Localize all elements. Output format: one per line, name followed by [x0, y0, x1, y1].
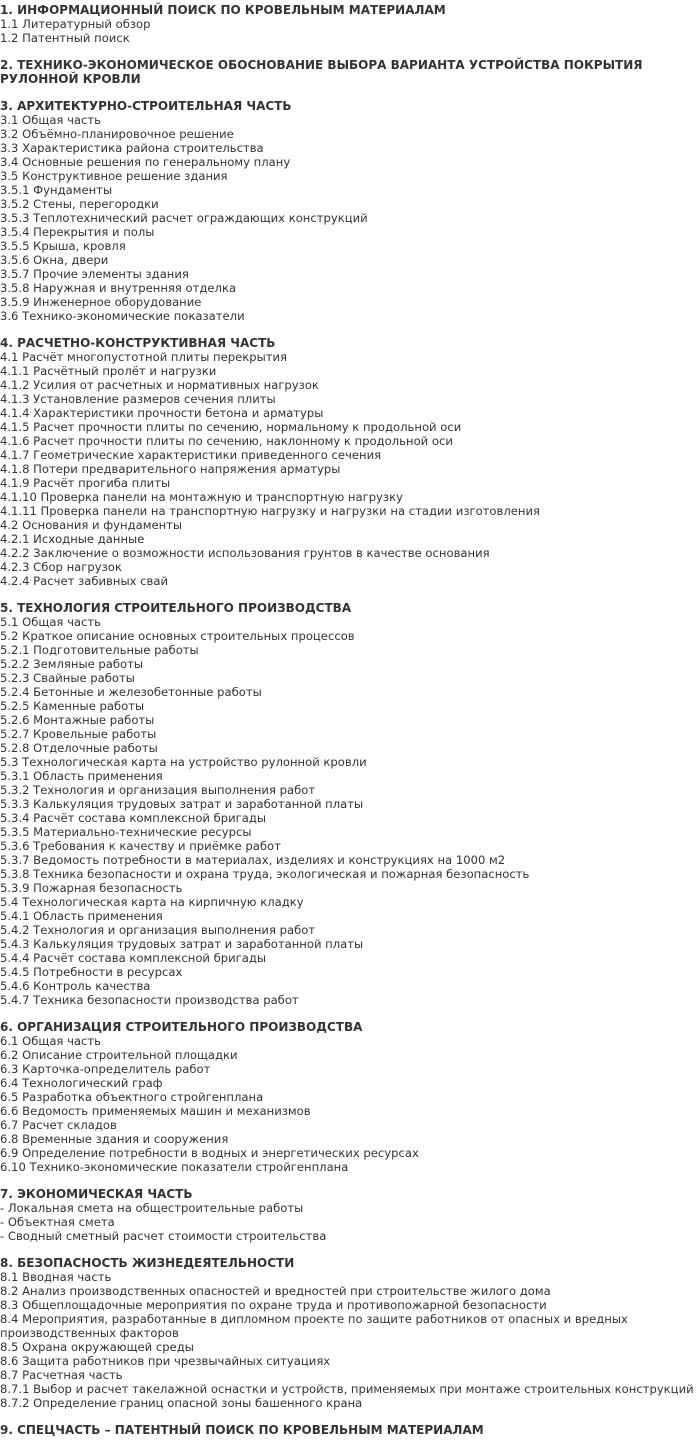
toc-item: 5.3.8 Техника безопасности и охрана труда, экологическая и пожарная безопасность [0, 867, 530, 881]
toc-item: - Объектная смета [0, 1215, 115, 1229]
toc-item: 8.7 Расчетная часть [0, 1368, 123, 1382]
toc-section [0, 1187, 700, 1243]
toc-item: 8.6 Защита работников при чрезвычайных ситуациях [0, 1354, 331, 1368]
toc-item: 5.2.2 Земляные работы [0, 657, 144, 671]
toc-item: 8.7.2 Определение границ опасной зоны башенного крана [0, 1396, 363, 1410]
toc-item: 3.2 Объёмно-планировочное решение [0, 127, 234, 141]
toc-item: 5.1 Общая часть [0, 615, 101, 629]
toc-item: 4.1.6 Расчет прочности плиты по сечению, наклонному к продольной оси [0, 434, 453, 448]
toc-item: 6.10 Технико-экономические показатели стройгенплана [0, 1160, 349, 1174]
toc-item: 5.4.1 Область применения [0, 909, 163, 923]
toc-item: 3.5 Конструктивное решение здания [0, 169, 228, 183]
toc-item: 3.5.5 Крыша, кровля [0, 239, 126, 253]
toc-item: 6.8 Временные здания и сооружения [0, 1132, 229, 1146]
toc-item: 5.4 Технологическая карта на кирпичную кладку [0, 895, 304, 909]
toc-item: 5.4.5 Потребности в ресурсах [0, 965, 183, 979]
toc-item: 6.6 Ведомость применяемых машин и механизмов [0, 1104, 311, 1118]
toc-item: 3.1 Общая часть [0, 113, 101, 127]
toc-item: 3.5.2 Стены, перегородки [0, 197, 159, 211]
toc-item: 1.1 Литературный обзор [0, 17, 151, 31]
toc-item: 5.3.5 Материально-технические ресурсы [0, 825, 252, 839]
toc-item: 3.5.7 Прочие элементы здания [0, 267, 189, 281]
toc-item: 5.3.2 Технология и организация выполнения работ [0, 783, 316, 797]
section-title: 3. АРХИТЕКТУРНО-СТРОИТЕЛЬНАЯ ЧАСТЬ [0, 99, 292, 113]
toc-section [0, 3, 700, 45]
toc-item: 5.2.4 Бетонные и железобетонные работы [0, 685, 262, 699]
toc-item: 3.5.1 Фундаменты [0, 183, 113, 197]
toc-item: 8.1 Вводная часть [0, 1270, 112, 1284]
toc-section [0, 1256, 700, 1410]
toc-section [0, 601, 700, 1007]
toc-item: 3.5.6 Окна, двери [0, 253, 109, 267]
toc-item: 6.1 Общая часть [0, 1034, 101, 1048]
toc-item: 3.5.9 Инженерное оборудование [0, 295, 202, 309]
section-title: 6. ОРГАНИЗАЦИЯ СТРОИТЕЛЬНОГО ПРОИЗВОДСТВА [0, 1020, 363, 1034]
toc-item: 5.2.8 Отделочные работы [0, 741, 158, 755]
toc-item: 4.1.3 Установление размеров сечения плиты [0, 392, 276, 406]
toc-item: 3.6 Технико-экономические показатели [0, 309, 245, 323]
section-title: 8. БЕЗОПАСНОСТЬ ЖИЗНЕДЕЯТЕЛЬНОСТИ [0, 1256, 295, 1270]
toc-item: 5.4.6 Контроль качества [0, 979, 151, 993]
toc-item: 6.5 Разработка объектного стройгенплана [0, 1090, 264, 1104]
toc-item: 3.5.3 Теплотехнический расчет ограждающих конструкций [0, 211, 368, 225]
section-title: 4. РАСЧЕТНО-КОНСТРУКТИВНАЯ ЧАСТЬ [0, 336, 276, 350]
toc-item: 4.2.2 Заключение о возможности использования грунтов в качестве основания [0, 546, 490, 560]
section-title: 2. ТЕХНИКО-ЭКОНОМИЧЕСКОЕ ОБОСНОВАНИЕ ВЫБОРА ВАРИАНТА УСТРОЙСТВА ПОКРЫТИЯ РУЛОННОЙ КРОВЛИ [0, 58, 643, 86]
toc-item: 6.7 Расчет складов [0, 1118, 117, 1132]
toc-item: 4.1.1 Расчётный пролёт и нагрузки [0, 364, 217, 378]
toc-item: 5.2.7 Кровельные работы [0, 727, 157, 741]
toc-item: 6.2 Описание строительной площадки [0, 1048, 238, 1062]
toc-item: 8.2 Анализ производственных опасностей и вредностей при строительстве жилого дома [0, 1284, 551, 1298]
toc-item: 4.1.2 Усилия от расчетных и нормативных нагрузок [0, 378, 319, 392]
toc-section [0, 336, 700, 588]
toc-section [0, 1423, 700, 1437]
toc-item: 5.3 Технологическая карта на устройство рулонной кровли [0, 755, 367, 769]
toc-item: 3.3 Характеристика района строительства [0, 141, 264, 155]
toc-item: - Локальная смета на общестроительные работы [0, 1201, 304, 1215]
toc-item: 5.3.1 Область применения [0, 769, 163, 783]
toc-item: 6.4 Технологический граф [0, 1076, 163, 1090]
toc-item: 4.2.1 Исходные данные [0, 532, 145, 546]
toc-item: 4.2.3 Сбор нагрузок [0, 560, 122, 574]
toc-item: - Сводный сметный расчет стоимости строительства [0, 1229, 327, 1243]
toc-item: 3.4 Основные решения по генеральному плану [0, 155, 291, 169]
toc-item: 4.2.4 Расчет забивных свай [0, 574, 168, 588]
toc-item: 8.7.1 Выбор и расчет такелажной оснастки и устройств, применяемых при монтаже строительных конструкций [0, 1382, 694, 1396]
section-title: 1. ИНФОРМАЦИОННЫЙ ПОИСК ПО КРОВЕЛЬНЫМ МАТЕРИАЛАМ [0, 3, 446, 17]
toc-item: 4.1.7 Геометрические характеристики приведенного сечения [0, 448, 382, 462]
toc-item: 5.3.7 Ведомость потребности в материалах, изделиях и конструкциях на 1000 м2 [0, 853, 506, 867]
toc-item: 1.2 Патентный поиск [0, 31, 130, 45]
toc-section [0, 58, 700, 86]
toc-item: 4.1.8 Потери предварительного напряжения арматуры [0, 462, 341, 476]
toc-item: 5.4.4 Расчёт состава комплексной бригады [0, 951, 267, 965]
toc-item: 4.1.5 Расчет прочности плиты по сечению, нормальному к продольной оси [0, 420, 462, 434]
toc-item: 4.1.10 Проверка панели на монтажную и транспортную нагрузку [0, 490, 403, 504]
toc-item: 6.3 Карточка-определитель работ [0, 1062, 211, 1076]
toc-item: 3.5.4 Перекрытия и полы [0, 225, 155, 239]
toc-item: 8.3 Общеплощадочные мероприятия по охране труда и противопожарной безопасности [0, 1298, 547, 1312]
toc-item: 5.2.1 Подготовительные работы [0, 643, 199, 657]
toc-item: 4.1.11 Проверка панели на транспортную нагрузку и нагрузки на стадии изготовления [0, 504, 540, 518]
toc-item: 8.4 Мероприятия, разработанные в дипломном проекте по защите работников от опасных и вредных производственных факторов [0, 1312, 628, 1340]
toc-item: 5.4.3 Калькуляция трудовых затрат и заработанной платы [0, 937, 364, 951]
toc-section [0, 1020, 700, 1174]
toc-item: 4.2 Основания и фундаменты [0, 518, 183, 532]
section-title: 9. СПЕЦЧАСТЬ – ПАТЕНТНЫЙ ПОИСК ПО КРОВЕЛЬНЫМ МАТЕРИАЛАМ [0, 1423, 484, 1437]
toc-item: 5.2 Краткое описание основных строительных процессов [0, 629, 355, 643]
toc-item: 5.3.3 Калькуляция трудовых затрат и заработанной платы [0, 797, 364, 811]
section-title: 7. ЭКОНОМИЧЕСКАЯ ЧАСТЬ [0, 1187, 193, 1201]
toc-item: 3.5.8 Наружная и внутренняя отделка [0, 281, 237, 295]
toc-item: 8.5 Охрана окружающей среды [0, 1340, 194, 1354]
toc-item: 4.1.9 Расчёт прогиба плиты [0, 476, 171, 490]
toc-item: 5.3.9 Пожарная безопасность [0, 881, 183, 895]
toc-section [0, 99, 700, 323]
toc-item: 5.2.3 Свайные работы [0, 671, 135, 685]
toc-item: 5.3.4 Расчёт состава комплексной бригады [0, 811, 267, 825]
section-title: 5. ТЕХНОЛОГИЯ СТРОИТЕЛЬНОГО ПРОИЗВОДСТВА [0, 601, 352, 615]
toc-item: 5.4.7 Техника безопасности производства работ [0, 993, 299, 1007]
toc-item: 4.1 Расчёт многопустотной плиты перекрытия [0, 350, 288, 364]
toc-item: 5.4.2 Технология и организация выполнения работ [0, 923, 316, 937]
toc-item: 5.3.6 Требования к качеству и приёмке работ [0, 839, 281, 853]
toc-item: 5.2.5 Каменные работы [0, 699, 145, 713]
toc-item: 4.1.4 Характеристики прочности бетона и арматуры [0, 406, 324, 420]
toc-item: 6.9 Определение потребности в водных и энергетических ресурсах [0, 1146, 419, 1160]
toc-item: 5.2.6 Монтажные работы [0, 713, 155, 727]
